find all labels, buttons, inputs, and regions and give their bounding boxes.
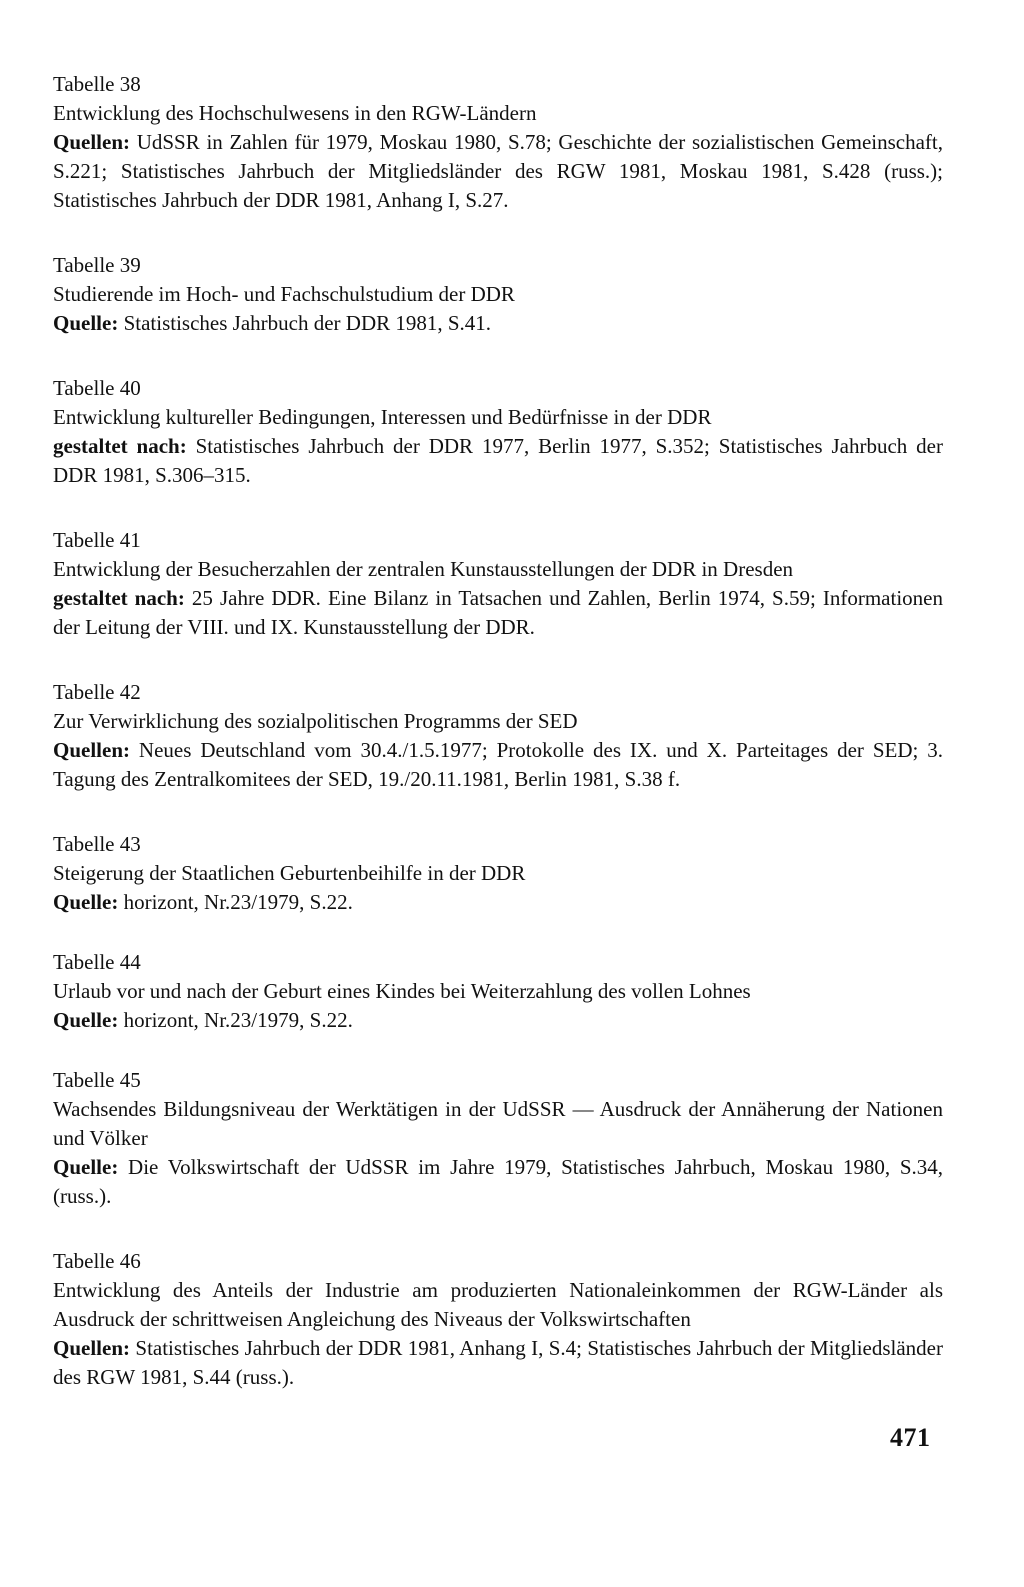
source-key: Quelle:	[53, 890, 119, 914]
table-label: Tabelle 41	[53, 528, 141, 552]
source-key: gestaltet nach:	[53, 434, 187, 458]
table-title: Wachsendes Bildungsniveau der Werktätigen in der UdSSR — Ausdruck der Annäherung der Nationen und Völker	[53, 1097, 943, 1150]
table-reference-45	[53, 1066, 943, 1211]
table-source	[53, 432, 943, 490]
source-text: Die Volkswirtschaft der UdSSR im Jahre 1979, Statistisches Jahrbuch, Moskau 1980, S.34, (russ.).	[53, 1155, 943, 1208]
table-label: Tabelle 39	[53, 253, 141, 277]
table-label: Tabelle 38	[53, 72, 141, 96]
table-label: Tabelle 42	[53, 680, 141, 704]
source-key: Quellen:	[53, 130, 130, 154]
table-title: Entwicklung des Anteils der Industrie am produzierten Nationaleinkommen der RGW-Länder als Ausdruck der schrittweisen Angleichung des Niveaus der Volkswirtschaften	[53, 1278, 943, 1331]
page-body	[53, 70, 943, 1392]
table-reference-46	[53, 1247, 943, 1392]
source-text: horizont, Nr.23/1979, S.22.	[118, 890, 353, 914]
table-label: Tabelle 43	[53, 832, 141, 856]
table-reference-38	[53, 70, 943, 215]
table-title: Zur Verwirklichung des sozialpolitischen Programms der SED	[53, 709, 578, 733]
table-source	[53, 1006, 943, 1035]
table-title: Steigerung der Staatlichen Geburtenbeihilfe in der DDR	[53, 861, 526, 885]
table-title: Entwicklung kultureller Bedingungen, Interessen und Bedürfnisse in der DDR	[53, 405, 712, 429]
table-source	[53, 309, 943, 338]
table-label: Tabelle 46	[53, 1249, 141, 1273]
page-number: 471	[890, 1423, 931, 1452]
source-key: Quelle:	[53, 311, 119, 335]
source-text: Statistisches Jahrbuch der DDR 1981, Anhang I, S.4; Statistisches Jahrbuch der Mitgliedsländer des RGW 1981, S.44 (russ.).	[53, 1336, 943, 1389]
source-text: UdSSR in Zahlen für 1979, Moskau 1980, S.78; Geschichte der sozialistischen Gemeinschaft, S.221; Statistisches Jahrbuch der Mitgliedsländer des RGW 1981, Moskau 1981, S.428 (russ.); Statistisches Jahrbuch der DDR 1981, Anhang I, S.27.	[53, 130, 943, 212]
source-text: horizont, Nr.23/1979, S.22.	[118, 1008, 353, 1032]
table-title: Urlaub vor und nach der Geburt eines Kindes bei Weiterzahlung des vollen Lohnes	[53, 979, 751, 1003]
table-label: Tabelle 45	[53, 1068, 141, 1092]
table-reference-43	[53, 830, 943, 917]
table-reference-39	[53, 251, 943, 338]
table-reference-40	[53, 374, 943, 490]
source-text: Statistisches Jahrbuch der DDR 1981, S.41.	[118, 311, 492, 335]
table-label: Tabelle 40	[53, 376, 141, 400]
source-key: Quelle:	[53, 1008, 119, 1032]
table-source	[53, 1334, 943, 1392]
table-reference-42	[53, 678, 943, 794]
table-reference-41	[53, 526, 943, 642]
table-source	[53, 888, 943, 917]
table-label: Tabelle 44	[53, 950, 141, 974]
table-reference-44	[53, 948, 943, 1035]
source-text: Neues Deutschland vom 30.4./1.5.1977; Protokolle des IX. und X. Parteitages der SED; 3. Tagung des Zentralkomitees der SED, 19./20.11.1981, Berlin 1981, S.38 f.	[53, 738, 943, 791]
table-source	[53, 736, 943, 794]
table-source	[53, 128, 943, 215]
table-title: Entwicklung des Hochschulwesens in den RGW-Ländern	[53, 101, 537, 125]
source-text: 25 Jahre DDR. Eine Bilanz in Tatsachen und Zahlen, Berlin 1974, S.59; Informationen der Leitung der VIII. und IX. Kunstausstellung der DDR.	[53, 586, 943, 639]
source-key: gestaltet nach:	[53, 586, 185, 610]
source-key: Quellen:	[53, 1336, 130, 1360]
source-key: Quelle:	[53, 1155, 119, 1179]
table-source	[53, 1153, 943, 1211]
table-title: Studierende im Hoch- und Fachschulstudium der DDR	[53, 282, 515, 306]
source-text: Statistisches Jahrbuch der DDR 1977, Berlin 1977, S.352; Statistisches Jahrbuch der DDR 1981, S.306–315.	[53, 434, 943, 487]
source-key: Quellen:	[53, 738, 130, 762]
table-title: Entwicklung der Besucherzahlen der zentralen Kunstausstellungen der DDR in Dresden	[53, 557, 794, 581]
table-source	[53, 584, 943, 642]
